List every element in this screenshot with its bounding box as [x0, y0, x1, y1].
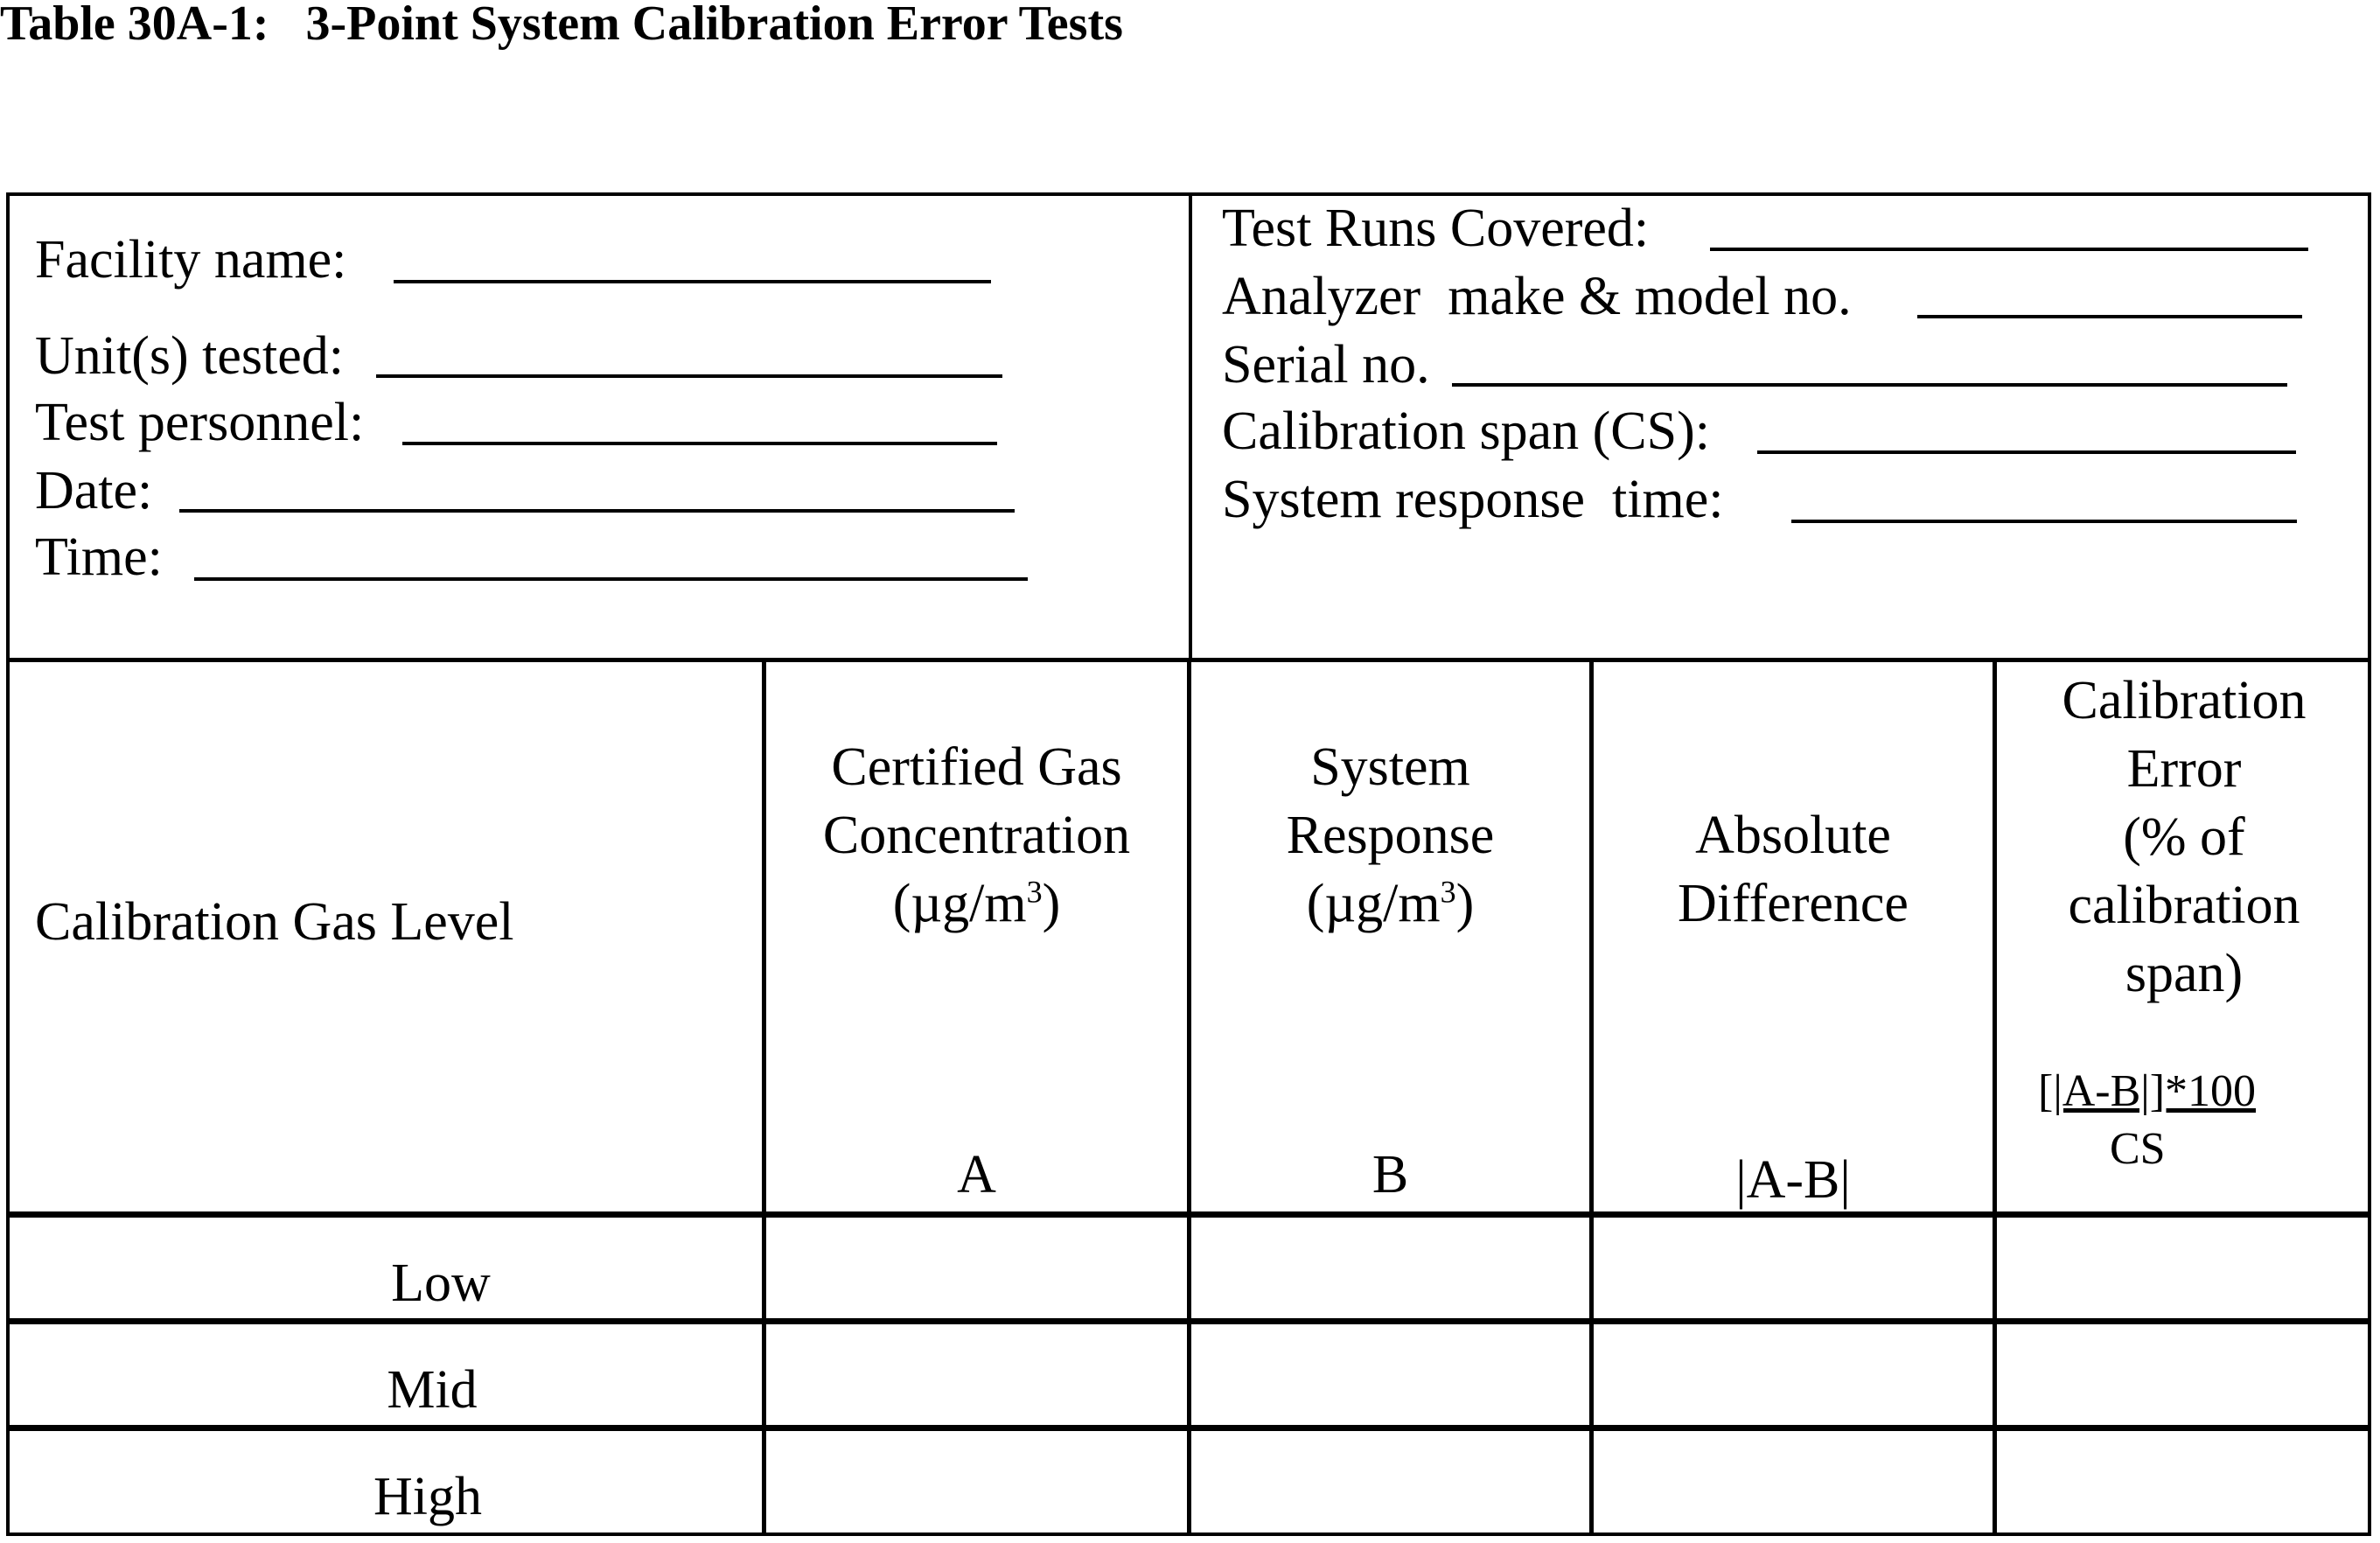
serial-no-field[interactable]	[1452, 383, 2287, 387]
header-error-line4: calibration	[2068, 876, 2300, 935]
header-certified-line2: Concentration	[822, 806, 1131, 865]
header-calibration-gas-level: Calibration Gas Level	[35, 892, 514, 952]
units-tested-label: Unit(s) tested:	[35, 326, 344, 386]
cell-mid-b[interactable]	[1191, 1324, 1589, 1425]
error-formula-denominator: CS	[2110, 1124, 2166, 1174]
column-letter-b: B	[1371, 1145, 1409, 1204]
header-absolute-difference	[1594, 801, 1993, 938]
row-rule-2	[6, 1425, 2371, 1431]
cell-low-diff[interactable]	[1594, 1218, 1993, 1318]
cell-mid-error[interactable]	[1997, 1324, 2368, 1425]
facility-name-label: Facility name:	[35, 230, 360, 290]
top-section-divider	[1189, 192, 1192, 661]
row-rule-1	[6, 1318, 2371, 1324]
row-label-low: Low	[391, 1253, 491, 1313]
cell-low-error[interactable]	[1997, 1218, 2368, 1318]
date-field[interactable]	[179, 509, 1015, 513]
header-absolute-line1: Absolute	[1695, 806, 1891, 865]
cell-low-b[interactable]	[1191, 1218, 1589, 1318]
header-certified-gas-concentration	[766, 733, 1187, 938]
header-response-unit	[1191, 869, 1589, 938]
test-personnel-label: Test personnel:	[35, 393, 365, 452]
header-certified-unit-prefix: (µg/m	[892, 874, 1027, 933]
header-response-unit-sup: 3	[1440, 874, 1456, 910]
analyzer-make-model-field[interactable]	[1917, 315, 2302, 318]
column-letter-a: A	[957, 1145, 996, 1204]
header-error-line2: Error	[2126, 739, 2242, 799]
row-label-mid: Mid	[387, 1360, 478, 1420]
header-error-line5: span)	[2125, 944, 2244, 1003]
cell-mid-a[interactable]	[766, 1324, 1187, 1425]
header-system-response	[1191, 733, 1589, 938]
header-error-line3: (% of	[2123, 807, 2245, 867]
header-absolute-line2: Difference	[1678, 874, 1909, 933]
units-tested-field[interactable]	[376, 374, 1002, 378]
test-runs-covered-field[interactable]	[1710, 248, 2308, 251]
header-response-line1: System	[1310, 737, 1470, 797]
cell-high-diff[interactable]	[1594, 1431, 1993, 1533]
calibration-span-label: Calibration span (CS):	[1222, 401, 1710, 461]
header-certified-unit	[766, 869, 1187, 938]
facility-name-field[interactable]	[394, 280, 991, 283]
test-personnel-field[interactable]	[402, 442, 997, 445]
cell-low-a[interactable]	[766, 1218, 1187, 1318]
cell-high-a[interactable]	[766, 1431, 1187, 1533]
error-formula-numerator: [|A-B|]*100	[2038, 1066, 2257, 1116]
serial-no-label: Serial no.	[1222, 335, 1430, 394]
system-response-time-field[interactable]	[1791, 520, 2297, 523]
header-error-line1: Calibration	[2062, 671, 2307, 730]
cell-high-error[interactable]	[1997, 1431, 2368, 1533]
cell-high-b[interactable]	[1191, 1431, 1589, 1533]
table-title: Table 30A-1: 3-Point System Calibration Error Tests	[0, 0, 1123, 51]
test-runs-covered-label: Test Runs Covered:	[1222, 199, 1663, 258]
cell-mid-diff[interactable]	[1594, 1324, 1993, 1425]
time-label: Time:	[35, 527, 177, 587]
column-letter-a-minus-b: |A-B|	[1735, 1150, 1851, 1210]
header-bottom-rule	[6, 1211, 2371, 1218]
header-certified-unit-sup: 3	[1026, 874, 1043, 910]
header-response-line2: Response	[1286, 806, 1495, 865]
calibration-span-field[interactable]	[1757, 450, 2296, 454]
header-response-unit-prefix: (µg/m	[1306, 874, 1441, 933]
date-label: Date:	[35, 461, 166, 520]
time-field[interactable]	[194, 577, 1028, 581]
header-certified-unit-suffix: )	[1042, 874, 1061, 933]
header-calibration-error	[1997, 667, 2371, 1008]
header-certified-line1: Certified Gas	[831, 737, 1122, 797]
analyzer-make-model-label: Analyzer make & model no.	[1222, 267, 1852, 326]
header-response-unit-suffix: )	[1455, 874, 1475, 933]
row-label-high: High	[373, 1467, 482, 1526]
system-response-time-label: System response time:	[1222, 470, 1737, 529]
